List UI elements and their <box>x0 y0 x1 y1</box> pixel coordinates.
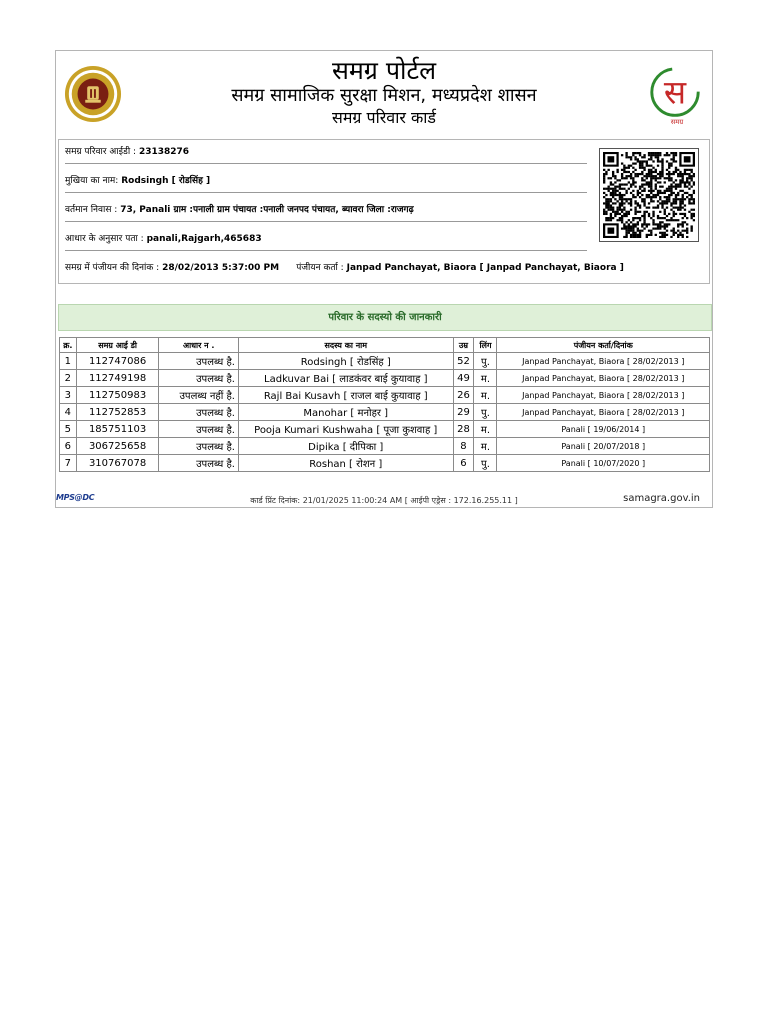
table-row <box>60 455 710 472</box>
samagra-family-card <box>55 50 713 508</box>
samagra-logo-icon <box>646 65 704 127</box>
reg-date-label: समग्र में पंजीयन की दिनांक : <box>65 263 160 273</box>
table-row <box>60 353 710 370</box>
reg-date-value: 28/02/2013 5:37:00 PM <box>162 263 280 273</box>
head-name-label: मुखिया का नाम: <box>65 176 119 186</box>
col-age: उम्र <box>453 338 474 353</box>
portal-title: समग्र पोर्टल <box>331 56 437 85</box>
qr-code-icon <box>603 152 695 238</box>
row-registrar-date: Janpad Panchayat, Biaora [ 28/02/2013 ] <box>497 387 710 404</box>
row-aadhaar: उपलब्ध है. <box>159 404 239 421</box>
row-registrar-date: Janpad Panchayat, Biaora [ 28/02/2013 ] <box>497 370 710 387</box>
print-date-value: 21/01/2025 11:00:24 AM <box>302 496 403 505</box>
row-gender: पु. <box>474 455 497 472</box>
site-url: samagra.gov.in <box>623 493 700 504</box>
family-id-value: 23138276 <box>138 147 190 157</box>
row-serial: 2 <box>60 370 77 387</box>
col-samagra-id: समग्र आई डी <box>76 338 159 353</box>
table-row <box>60 421 710 438</box>
print-date-label: कार्ड प्रिंट दिनांक: <box>250 496 301 505</box>
row-samagra-id: 185751103 <box>76 421 159 438</box>
registrar-label: पंजीयन कर्ता : <box>296 263 344 273</box>
row-age: 28 <box>453 421 474 438</box>
row-aadhaar: उपलब्ध है. <box>159 421 239 438</box>
col-serial: क्र. <box>60 338 77 353</box>
row-serial: 6 <box>60 438 77 455</box>
row-age: 29 <box>453 404 474 421</box>
col-registrar-date: पंजीयन कर्ता/दिनांक <box>497 338 710 353</box>
row-gender: म. <box>474 438 497 455</box>
mission-subtitle: समग्र सामाजिक सुरक्षा मिशन, मध्यप्रदेश शासन <box>231 85 537 106</box>
table-row <box>60 370 710 387</box>
members-section-title: परिवार के सदस्यो की जानकारी <box>58 304 712 331</box>
row-age: 8 <box>453 438 474 455</box>
row-member-name: Dipika [ दीपिका ] <box>238 438 453 455</box>
family-info-box <box>58 139 710 284</box>
aadhaar-address-row <box>65 233 587 251</box>
row-aadhaar: उपलब्ध है. <box>159 455 239 472</box>
col-member-name: सदस्य का नाम <box>238 338 453 353</box>
row-samagra-id: 112752853 <box>76 404 159 421</box>
card-title: समग्र परिवार कार्ड <box>332 108 436 127</box>
row-member-name: Ladkuvar Bai [ लाडकंवर बाई कुयावाह ] <box>238 370 453 387</box>
row-registrar-date: Panali [ 19/06/2014 ] <box>497 421 710 438</box>
row-age: 6 <box>453 455 474 472</box>
row-member-name: Roshan [ रोशन ] <box>238 455 453 472</box>
table-row <box>60 387 710 404</box>
samagra-logo-text: समग्र <box>670 118 684 127</box>
row-registrar-date: Janpad Panchayat, Biaora [ 28/02/2013 ] <box>497 404 710 421</box>
row-samagra-id: 112750983 <box>76 387 159 404</box>
row-age: 26 <box>453 387 474 404</box>
row-gender: म. <box>474 421 497 438</box>
address-label: वर्तमान निवास : <box>65 205 118 215</box>
mpsedc-logo-text: MPS@DC <box>56 493 95 502</box>
samagra-logo-glyph: स <box>663 72 687 112</box>
aadhaar-address-value: panali,Rajgarh,465683 <box>146 234 262 244</box>
print-info <box>56 495 712 506</box>
row-age: 52 <box>453 353 474 370</box>
table-row <box>60 438 710 455</box>
row-member-name: Manohar [ मनोहर ] <box>238 404 453 421</box>
ip-value: 172.16.255.11 ] <box>453 496 518 505</box>
row-gender: म. <box>474 370 497 387</box>
row-samagra-id: 112749198 <box>76 370 159 387</box>
row-aadhaar: उपलब्ध नहीं है. <box>159 387 239 404</box>
row-samagra-id: 112747086 <box>76 353 159 370</box>
row-samagra-id: 310767078 <box>76 455 159 472</box>
registration-row <box>65 262 625 279</box>
members-table <box>59 337 710 472</box>
row-registrar-date: Panali [ 20/07/2018 ] <box>497 438 710 455</box>
row-gender: म. <box>474 387 497 404</box>
family-id-label: समग्र परिवार आईडी : <box>65 147 137 157</box>
row-member-name: Rodsingh [ रोडसिंह ] <box>238 353 453 370</box>
ip-label: [ आईपी एड्रेस : <box>404 496 452 505</box>
row-serial: 3 <box>60 387 77 404</box>
head-name-row <box>65 175 587 193</box>
table-row <box>60 404 710 421</box>
row-member-name: Rajl Bai Kusavh [ राजल बाई कुयावाह ] <box>238 387 453 404</box>
row-gender: पु. <box>474 404 497 421</box>
row-aadhaar: उपलब्ध है. <box>159 353 239 370</box>
row-registrar-date: Janpad Panchayat, Biaora [ 28/02/2013 ] <box>497 353 710 370</box>
row-serial: 4 <box>60 404 77 421</box>
address-value: 73, Panali ग्राम :पनाली ग्राम पंचायत :पनाली जनपद पंचायत, ब्यावरा जिला :राजगढ़ <box>120 205 414 215</box>
row-registrar-date: Panali [ 10/07/2020 ] <box>497 455 710 472</box>
row-serial: 5 <box>60 421 77 438</box>
row-serial: 7 <box>60 455 77 472</box>
row-serial: 1 <box>60 353 77 370</box>
row-age: 49 <box>453 370 474 387</box>
address-row <box>65 204 587 222</box>
row-aadhaar: उपलब्ध है. <box>159 370 239 387</box>
col-aadhaar: आधार न . <box>159 338 239 353</box>
qr-code <box>599 148 699 242</box>
head-name-value: Rodsingh [ रोडसिंह ] <box>121 176 211 186</box>
members-table-header <box>60 338 710 353</box>
family-id-row <box>65 146 587 164</box>
row-member-name: Pooja Kumari Kushwaha [ पूजा कुशवाह ] <box>238 421 453 438</box>
aadhaar-address-label: आधार के अनुसार पता : <box>65 234 144 244</box>
row-gender: पु. <box>474 353 497 370</box>
col-gender: लिंग <box>474 338 497 353</box>
row-aadhaar: उपलब्ध है. <box>159 438 239 455</box>
registrar-value: Janpad Panchayat, Biaora [ Janpad Panchayat, Biaora ] <box>346 263 624 273</box>
row-samagra-id: 306725658 <box>76 438 159 455</box>
